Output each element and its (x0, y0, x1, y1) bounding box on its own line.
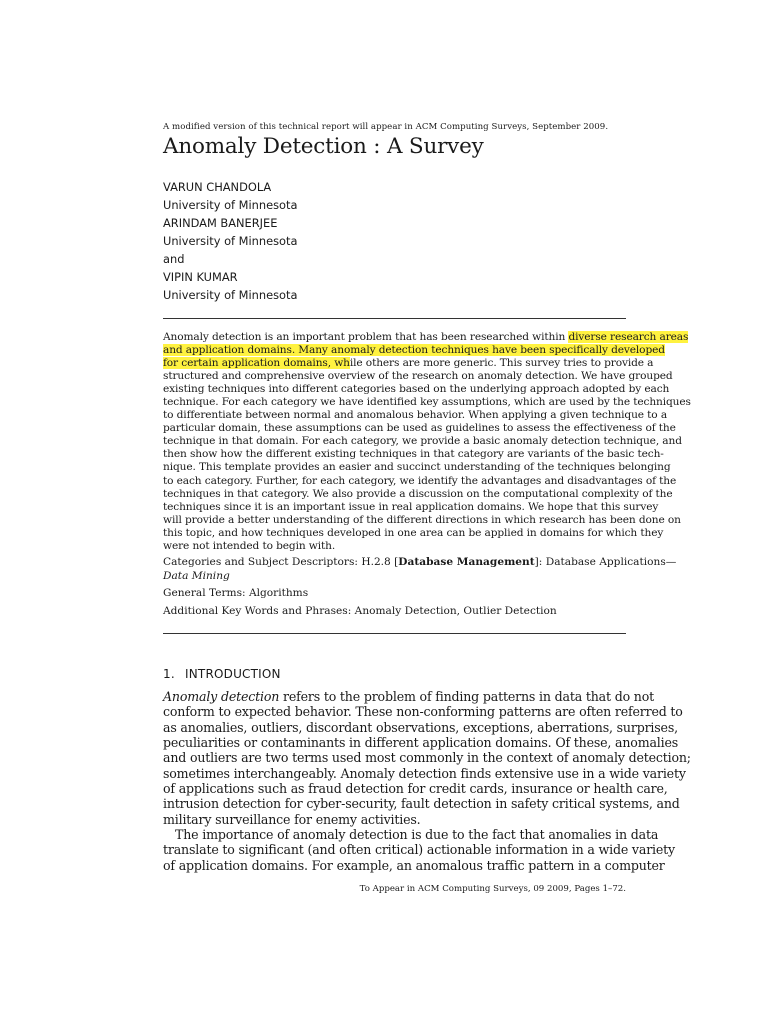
body-line (163, 689, 655, 704)
categories-bold: Database Management (398, 556, 535, 568)
section-title: INTRODUCTION (185, 667, 281, 681)
categories-prefix: Categories and Subject Descriptors: H.2.8 [ (163, 556, 399, 568)
abstract-line: will provide a better understanding of the different directions in which research has been done on (163, 513, 681, 526)
abstract-line: technique in that domain. For each category, we provide a basic anomaly detection technique, and (163, 435, 682, 448)
section-number: 1. (163, 667, 175, 681)
paper-title: Anomaly Detection : A Survey (163, 134, 484, 159)
abstract-line (163, 344, 665, 357)
author-affiliation: University of Minnesota (163, 198, 298, 212)
author-name: ARINDAM BANERJEE (163, 216, 278, 230)
abstract-line (163, 357, 654, 370)
introduction-body (163, 689, 691, 873)
section-heading (163, 667, 281, 681)
body-line: military surveillance for enemy activities. (163, 811, 421, 827)
abstract-line (163, 331, 689, 344)
abstract-line: this topic, and how techniques developed in one area can be applied in domains for which they (163, 526, 664, 539)
author-name: VARUN CHANDOLA (163, 180, 272, 194)
general-terms: General Terms: Algorithms (163, 587, 309, 599)
abstract-line: technique. For each category we have identified key assumptions, which are used by the techniques (163, 396, 691, 409)
abstract-line: to each category. Further, for each category, we identify the advantages and disadvantages of the (163, 474, 677, 487)
highlighted-text[interactable]: and application domains. Many anomaly detection techniques have been specifically developed (163, 344, 665, 357)
top-divider (163, 318, 626, 319)
author-block (163, 178, 297, 304)
body-line: translate to significant (and often critical) actionable information in a wide variety (163, 842, 675, 858)
body-line: conform to expected behavior. These non-conforming patterns are often referred to (163, 704, 683, 720)
body-line: of application domains. For example, an anomalous traffic pattern in a computer (163, 857, 665, 873)
abstract (163, 331, 691, 553)
body-line: and outliers are two terms used most commonly in the context of anomaly detection; (163, 750, 691, 766)
body-line: The importance of anomaly detection is due to the fact that anomalies in data (175, 827, 659, 843)
page-footer: To Appear in ACM Computing Surveys, 09 2009, Pages 1–72. (359, 884, 626, 894)
abstract-line: structured and comprehensive overview of the research on anomaly detection. We have grouped (163, 370, 673, 383)
abstract-line: nique. This template provides an easier and succinct understanding of the techniques belonging (163, 461, 671, 474)
italic-term: Anomaly detection (163, 689, 280, 704)
abstract-text: ile others are more generic. This survey tries to provide a (349, 357, 654, 370)
body-line: of applications such as fraud detection for credit cards, insurance or health care, (163, 781, 668, 797)
abstract-line: then show how the different existing techniques in that category are variants of the basic tech- (163, 448, 664, 461)
keywords: Additional Key Words and Phrases: Anomaly Detection, Outlier Detection (163, 605, 557, 617)
body-line: peculiarities or contaminants in different application domains. Of these, anomalies (163, 735, 679, 751)
abstract-text: Anomaly detection is an important problem that has been researched within (163, 331, 569, 343)
body-text: refers to the problem of finding patterns in data that do not (279, 689, 655, 704)
highlighted-text[interactable]: diverse research areas (568, 331, 689, 343)
author-conjunction: and (163, 252, 185, 266)
bottom-divider (163, 633, 626, 634)
author-name: VIPIN KUMAR (163, 270, 238, 284)
categories-suffix: ]: Database Applications— (534, 556, 677, 568)
body-line: sometimes interchangeably. Anomaly detection finds extensive use in a wide variety (163, 765, 686, 781)
header-note: A modified version of this technical report will appear in ACM Computing Surveys, September 2009. (163, 122, 609, 132)
abstract-line: techniques in that category. We also provide a discussion on the computational complexity of the (163, 487, 673, 500)
abstract-line: existing techniques into different categories based on the underlying approach adopted by each (163, 383, 670, 396)
body-line: as anomalies, outliers, discordant observations, exceptions, aberrations, surprises, (163, 719, 678, 735)
categories-descriptors (163, 556, 677, 569)
author-affiliation: University of Minnesota (163, 288, 298, 302)
categories-italic: Data Mining (163, 569, 230, 582)
abstract-line: particular domain, these assumptions can be used as guidelines to assess the effectiveness of the (163, 422, 676, 435)
body-line: intrusion detection for cyber-security, fault detection in safety critical systems, and (163, 796, 680, 812)
abstract-line: were not intended to begin with. (163, 539, 336, 552)
abstract-line: techniques since it is an important issue in real application domains. We hope that this survey (163, 500, 659, 513)
author-affiliation: University of Minnesota (163, 234, 298, 248)
abstract-line: to differentiate between normal and anomalous behavior. When applying a given technique to a (163, 409, 668, 422)
highlighted-text[interactable]: for certain application domains, wh (163, 357, 350, 370)
